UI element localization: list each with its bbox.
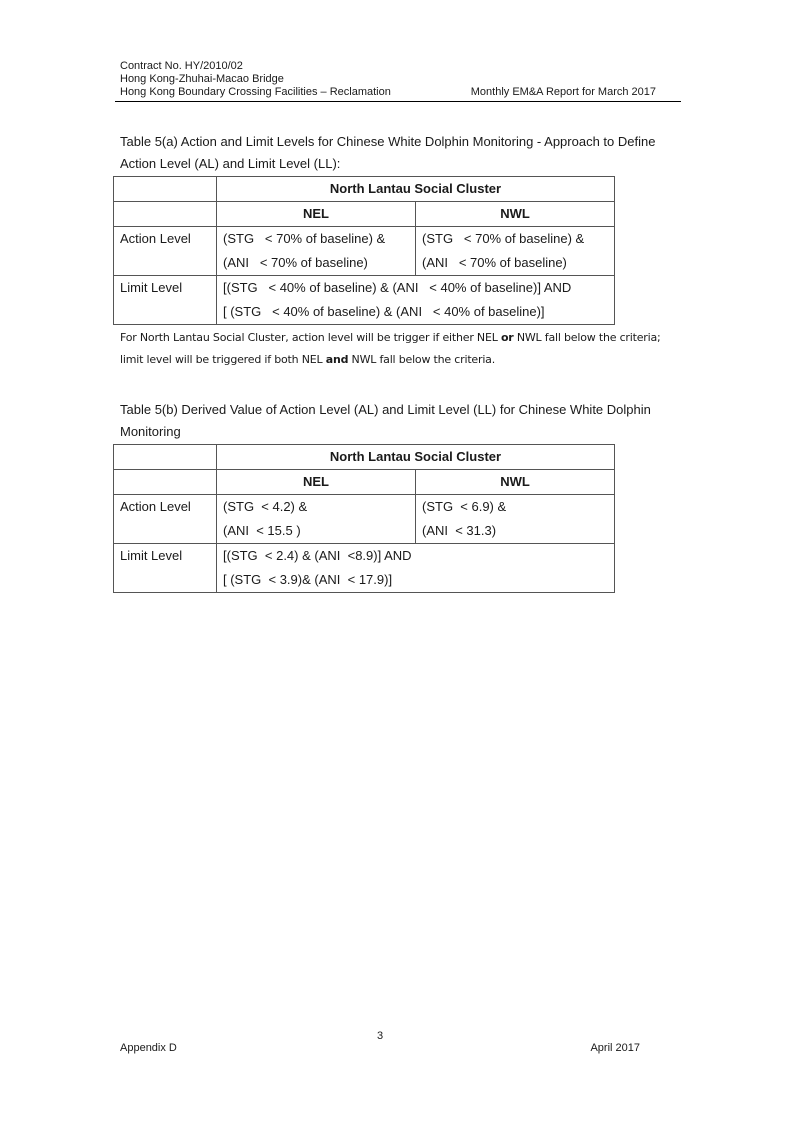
contract-number: Contract No. HY/2010/02 — [120, 60, 243, 72]
project-name: Hong Kong-Zhuhai-Macao Bridge — [120, 73, 284, 85]
cluster-header: North Lantau Social Cluster — [217, 445, 615, 470]
limit-level-label: Limit Level — [114, 544, 217, 593]
note-text: NWL fall below the criteria. — [348, 353, 496, 366]
header-divider — [115, 101, 681, 102]
cell-line: [(STG < 40% of baseline) & (ANI < 40% of baseline)] AND — [223, 280, 572, 295]
action-nwl-cell — [416, 495, 615, 544]
cell-line: [(STG < 2.4) & (ANI <8.9)] AND — [223, 548, 412, 563]
cell-line: (ANI < 70% of baseline) — [422, 255, 567, 270]
cell-line: [ (STG < 3.9)& (ANI < 17.9)] — [223, 572, 393, 587]
cell-line: [ (STG < 40% of baseline) & (ANI < 40% of baseline)] — [223, 304, 545, 319]
caption-line: Monitoring — [120, 424, 181, 439]
cell-line: (STG < 4.2) & — [223, 499, 308, 514]
report-title: Monthly EM&A Report for March 2017 — [470, 86, 656, 98]
cell-line: (ANI < 15.5 ) — [223, 523, 301, 538]
empty-cell — [114, 202, 217, 227]
cell-line: (STG < 6.9) & — [422, 499, 507, 514]
nwl-header: NWL — [416, 470, 615, 495]
cluster-header: North Lantau Social Cluster — [217, 177, 615, 202]
caption-line: Table 5(b) Derived Value of Action Level (AL) and Limit Level (LL) for Chinese White Dolphin — [120, 402, 651, 417]
table-a — [113, 176, 615, 325]
appendix-label: Appendix D — [120, 1042, 177, 1054]
cell-line: (STG < 70% of baseline) & — [223, 231, 386, 246]
table-a-caption — [120, 131, 700, 175]
page-footer — [120, 1030, 640, 1054]
cell-line: (STG < 70% of baseline) & — [422, 231, 585, 246]
empty-cell — [114, 470, 217, 495]
empty-cell — [114, 177, 217, 202]
nel-header: NEL — [217, 470, 416, 495]
cell-line: (ANI < 31.3) — [422, 523, 497, 538]
note-emphasis: and — [325, 353, 349, 366]
note-line — [120, 349, 700, 371]
note-line — [120, 327, 700, 349]
header-row — [120, 86, 680, 99]
facility-name: Hong Kong Boundary Crossing Facilities – Reclamation — [120, 86, 391, 98]
limit-cell — [217, 544, 615, 593]
cluster-note — [120, 327, 700, 371]
note-text: For North Lantau Social Cluster, action level will be trigger if either NEL — [120, 331, 501, 344]
footer-row — [120, 1042, 640, 1054]
action-level-label: Action Level — [114, 495, 217, 544]
note-text: limit level will be triggered if both NEL — [120, 353, 326, 366]
limit-level-label: Limit Level — [114, 276, 217, 325]
limit-cell — [217, 276, 615, 325]
table-b — [113, 444, 615, 593]
caption-line: Action Level (AL) and Limit Level (LL): — [120, 156, 341, 171]
caption-line: Table 5(a) Action and Limit Levels for Chinese White Dolphin Monitoring - Approach to Define — [120, 134, 656, 149]
action-nel-cell — [217, 495, 416, 544]
nel-header: NEL — [217, 202, 416, 227]
cell-line: (ANI < 70% of baseline) — [223, 255, 368, 270]
page-header — [120, 60, 680, 99]
empty-cell — [114, 445, 217, 470]
footer-date: April 2017 — [590, 1042, 640, 1054]
action-nel-cell — [217, 227, 416, 276]
table-b-caption — [120, 399, 700, 443]
page-number: 3 — [376, 1030, 384, 1042]
note-emphasis: or — [500, 331, 514, 344]
note-text: NWL fall below the criteria; — [513, 331, 661, 344]
action-nwl-cell — [416, 227, 615, 276]
action-level-label: Action Level — [114, 227, 217, 276]
nwl-header: NWL — [416, 202, 615, 227]
